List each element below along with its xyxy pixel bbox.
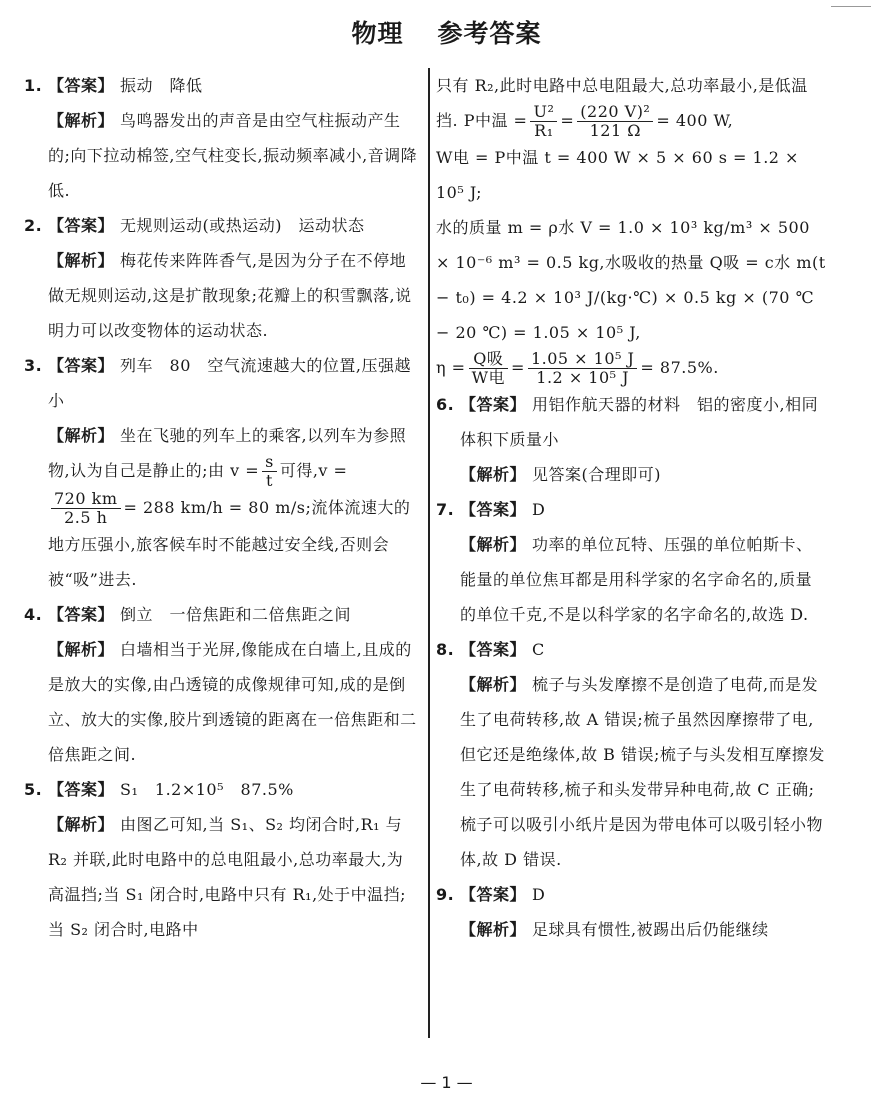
answer-text: 倒立 一倍焦距和二倍焦距之间 — [120, 605, 352, 624]
analysis-text: = 288 km/h = 80 m/s;流体流速大的地方压强小,旅客候车时不能越过安全线,否则会被“吸”进去. — [48, 498, 411, 589]
formula-speed: v = — [230, 461, 260, 480]
page-title — [0, 14, 893, 50]
title-subject: 物理 — [351, 19, 404, 48]
answer-text: 列车 80 空气流速越大的位置,压强越小 — [48, 356, 411, 410]
fraction-q-over-w: $\frac{\text{Q吸}}{\text{W电}}$ — [469, 350, 508, 387]
question-number: 2. — [24, 216, 43, 235]
column-divider — [428, 68, 430, 1038]
question-9 — [436, 877, 828, 947]
analysis-text: 由图乙可知,当 S₁、S₂ 均闭合时,R₁ 与 R₂ 并联,此时电路中的总电阻最小,总功率最大,为高温挡;当 S₁ 闭合时,电路中只有 R₁,处于中温挡;当 S₂ 闭合时,电路中 — [48, 815, 407, 939]
page-number: — 1 — — [420, 1073, 473, 1092]
analysis-label: 【解析】 — [48, 251, 115, 270]
fraction-volt-over-ohm: $\frac{\text{(220 V)²}}{121 \Omega}$ — [577, 103, 653, 140]
answer-label: 【答案】 — [48, 76, 115, 95]
equals-sign: = — [560, 111, 575, 130]
question-7 — [436, 492, 828, 632]
fraction-joule-over-joule: $\frac{\text{1.05 × 10⁵ J}}{\text{1.2 × 10⁵ J}}$ — [528, 350, 637, 387]
question-number: 9. — [436, 885, 455, 904]
corner-mark — [831, 6, 871, 7]
analysis-text: 只有 R₂,此时电路中总电阻最大,总功率最小,是低温挡. — [436, 76, 808, 130]
answer-text: 振动 降低 — [120, 76, 203, 95]
analysis-text: 鸟鸣器发出的声音是由空气柱振动产生的;向下拉动棉签,空气柱变长,振动频率减小,音调降低. — [48, 111, 418, 200]
analysis-text: 梳子与头发摩擦不是创造了电荷,而是发生了电荷转移,故 A 错误;梳子虽然因摩擦带了电,但它还是绝缘体,故 B 错误;梳子与头发相互摩擦发生了电荷转移,梳子和头发带异种电荷,故 C 正确;梳子可以吸引小纸片是因为带电体可以吸引轻小物体,故 D 错误. — [460, 675, 825, 869]
analysis-text: 可得, — [279, 461, 319, 480]
answer-text: S₁ 1.2×10⁵ 87.5% — [120, 780, 294, 799]
answer-label: 【答案】 — [460, 395, 527, 414]
analysis-label: 【解析】 — [460, 675, 527, 694]
question-number: 1. — [24, 76, 43, 95]
question-6 — [436, 387, 828, 492]
analysis-text: 坐在飞驰的列车上的乘客,以列车为参照物,认为自己是静止的;由 — [48, 426, 407, 480]
formula-speed: v = — [318, 461, 348, 480]
formula-power: P中温 = — [463, 111, 528, 130]
question-number: 3. — [24, 356, 43, 375]
formula-work: W电 = P中温 t = 400 W × 5 × 60 s = 1.2 × 10⁵ J; — [436, 148, 799, 202]
analysis-text: 功率的单位瓦特、压强的单位帕斯卡、能量的单位焦耳都是用科学家的名字命名的,质量的单位千克,不是以科学家的名字命名的,故选 D. — [460, 535, 813, 624]
answer-text: D — [532, 500, 546, 519]
analysis-label: 【解析】 — [48, 426, 115, 445]
analysis-label: 【解析】 — [48, 815, 115, 834]
formula-power-result: = 400 W, — [656, 111, 734, 130]
answer-text: 无规则运动(或热运动) 运动状态 — [120, 216, 365, 235]
question-number: 8. — [436, 640, 455, 659]
question-2 — [24, 208, 418, 348]
question-number: 7. — [436, 500, 455, 519]
analysis-text: 梅花传来阵阵香气,是因为分子在不停地做无规则运动,这是扩散现象;花瓣上的积雪飘落,说明力可以改变物体的运动状态. — [48, 251, 412, 340]
question-1 — [24, 68, 418, 208]
question-number: 4. — [24, 605, 43, 624]
answer-label: 【答案】 — [460, 500, 527, 519]
analysis-label: 【解析】 — [48, 640, 115, 659]
analysis-label: 【解析】 — [460, 920, 527, 939]
formula-efficiency: η = $\frac{\text{Q吸}}{\text{W电}}$ = $\frac{\text{1.05 × 10⁵ J}}{\text{1.2 × 10⁵ J}}$ = 87.5%. — [436, 349, 719, 387]
question-5 — [24, 772, 418, 947]
fraction-u-over-r: $\frac{\text{U²}}{\text{R₁}}$ — [530, 103, 557, 140]
answer-label: 【答案】 — [48, 605, 115, 624]
analysis-label: 【解析】 — [460, 465, 527, 484]
answer-label: 【答案】 — [460, 885, 527, 904]
analysis-text: 足球具有惯性,被踢出后仍能继续 — [532, 920, 769, 939]
right-column — [436, 68, 828, 947]
question-5-continued — [436, 68, 828, 387]
question-number: 6. — [436, 395, 455, 414]
left-column — [24, 68, 418, 947]
analysis-text: 水的质量 m = ρ水 V = 1.0 × 10³ kg/m³ × 500 × 10⁻⁶ m³ = 0.5 kg,水吸收的热量 Q吸 = c水 m(t − t₀) = 4.2 × 10³ J/(kg·℃) × 0.5 kg × (70 ℃ − 20 ℃) = 1.05 × 10⁵ J, — [436, 218, 826, 342]
analysis-label: 【解析】 — [48, 111, 115, 130]
question-8 — [436, 632, 828, 877]
analysis-label: 【解析】 — [460, 535, 527, 554]
answer-text: D — [532, 885, 546, 904]
answer-label: 【答案】 — [48, 216, 115, 235]
fraction-s-over-t: $\frac{s}{t}$ — [262, 453, 277, 490]
answer-text: C — [532, 640, 545, 659]
answer-label: 【答案】 — [48, 780, 115, 799]
question-3 — [24, 348, 418, 597]
analysis-text: 白墙相当于光屏,像能成在白墙上,且成的是放大的实像,由凸透镜的成像规律可知,成的是倒立、放大的实像,胶片到透镜的距离在一倍焦距和二倍焦距之间. — [48, 640, 417, 764]
question-number: 5. — [24, 780, 43, 799]
answer-text: 用铝作航天器的材料 铝的密度小,相同体积下质量小 — [460, 395, 819, 449]
answer-label: 【答案】 — [460, 640, 527, 659]
answer-label: 【答案】 — [48, 356, 115, 375]
question-4 — [24, 597, 418, 772]
title-heading: 参考答案 — [437, 19, 542, 48]
fraction-km-over-h: $\frac{720 km}{2.5 h}$ — [51, 490, 121, 527]
analysis-text: 见答案(合理即可) — [532, 465, 662, 484]
